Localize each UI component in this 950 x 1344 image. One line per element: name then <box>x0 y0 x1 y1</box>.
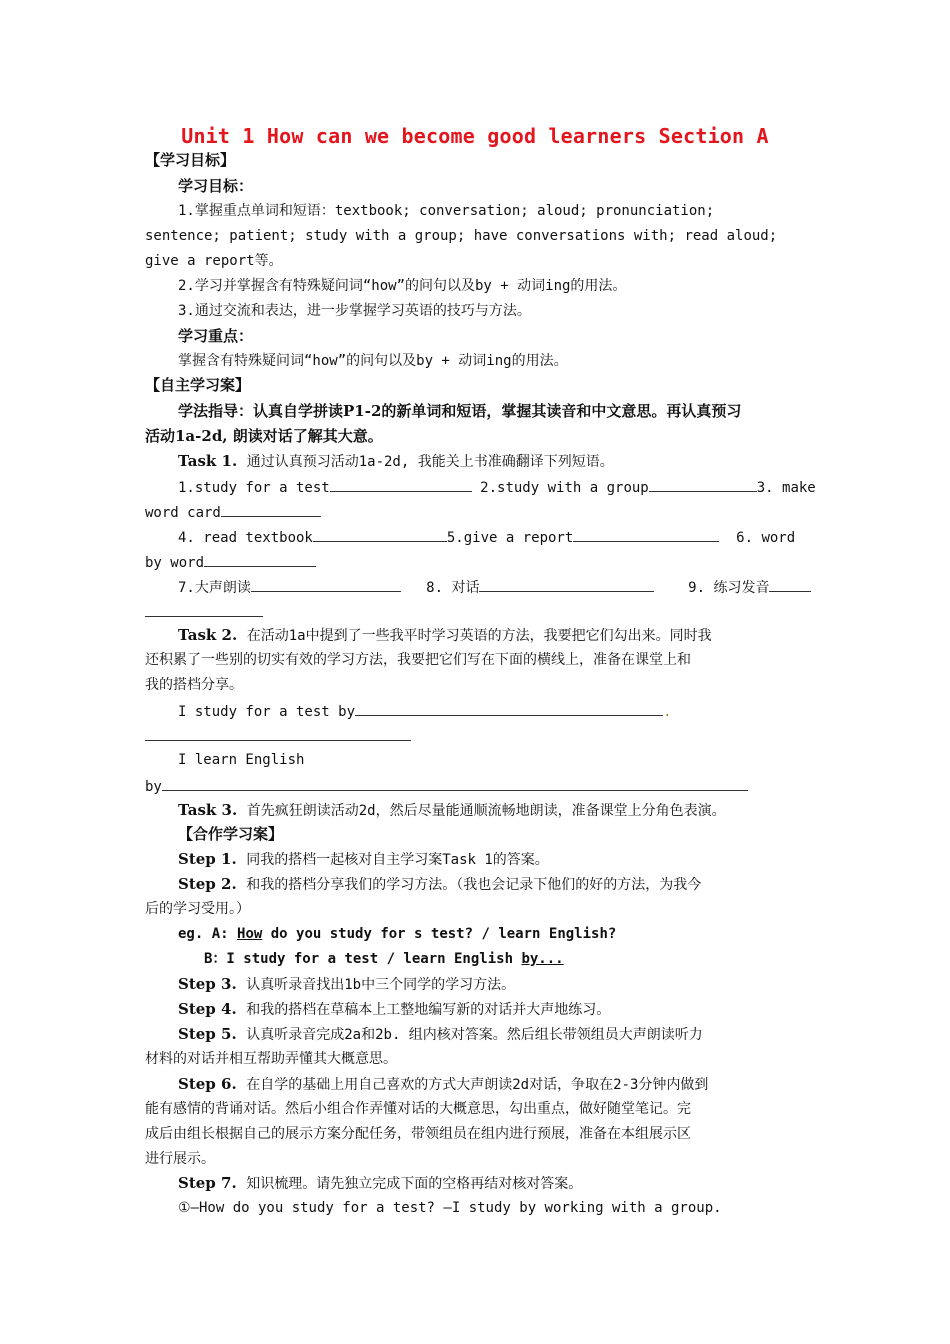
phrase-4-blank[interactable] <box>313 526 447 542</box>
phrase-7-blank[interactable] <box>251 576 401 592</box>
example-a-rest: do you study for s test? / learn English? <box>270 926 617 942</box>
task-3-text: 首先疯狂朗读活动2d，然后尽量能通顺流畅地朗读，准备课堂上分角色表演。 <box>246 803 726 819</box>
phrase-3-blank[interactable] <box>221 501 321 517</box>
phrase-row-2b <box>145 551 316 573</box>
goal-1-line-1: 1.掌握重点单词和短语：textbook; conversation; aloud; pronunciation; <box>178 203 715 219</box>
section-header-goals: 【学习目标】 <box>145 151 236 169</box>
step-6-text-line-1: 在自学的基础上用自己喜欢的方式大声朗读2d对话，争取在2-3分钟内做到 <box>246 1077 709 1093</box>
example-b-prefix: B：I study for a test / learn English <box>204 951 514 967</box>
phrase-8: 8. 对话 <box>426 580 480 596</box>
phrase-4: 4. read textbook <box>178 530 313 546</box>
step-2-text-line-2: 后的学习受用。） <box>145 901 250 917</box>
step-3-label: Step 3. <box>178 975 237 993</box>
phrase-2: 2.study with a group <box>480 480 649 496</box>
example-a-prefix: eg. A: <box>178 926 229 942</box>
phrase-6-blank[interactable] <box>204 551 316 567</box>
key-points-text: 掌握含有特殊疑问词“how”的问句以及by + 动词ing的用法。 <box>178 353 568 369</box>
step-6-label: Step 6. <box>178 1075 237 1093</box>
step-6-text-line-2: 能有感情的背诵对话。然后小组合作弄懂对话的大概意思，勾出重点，做好随堂笔记。完 <box>145 1101 691 1117</box>
step-2-text-line-1: 和我的搭档分享我们的学习方法。（我也会记录下他们的好的方法，为我今 <box>246 877 702 893</box>
study-guide-line-1: 学法指导：认真自学拼读P1-2的新单词和短语，掌握其读音和中文意思。再认真预习 <box>178 402 742 420</box>
step-5-text-line-1: 认真听录音完成2a和2b. 组内核对答案。然后组长带领组员大声朗读听力 <box>246 1027 703 1043</box>
phrase-3: 3. make <box>756 480 816 496</box>
step-1 <box>178 849 549 870</box>
step-4-label: Step 4. <box>178 1000 237 1018</box>
phrase-row-3b <box>145 601 263 622</box>
goals-label: 学习目标： <box>178 177 254 195</box>
task-1-text: 通过认真预习活动1a-2d, 我能关上书准确翻译下列短语。 <box>246 454 614 470</box>
step-2-label: Step 2. <box>178 875 237 893</box>
step-1-text: 同我的搭档一起核对自主学习案Task 1的答案。 <box>246 852 549 868</box>
sentence-1-end: . <box>663 704 672 720</box>
sentence-1-text: I study for a test by <box>178 704 356 720</box>
step-6-text-line-4: 进行展示。 <box>145 1151 215 1167</box>
step-5-text-line-2: 材料的对话并相互帮助弄懂其大概意思。 <box>145 1051 397 1067</box>
step-1-label: Step 1. <box>178 850 237 868</box>
sentence-2-line2 <box>145 775 748 797</box>
sentence-2-blank[interactable] <box>162 775 748 791</box>
phrase-row-2 <box>178 526 795 548</box>
task-2-text-line-1: 在活动1a中提到了一些我平时学习英语的方法，我要把它们勾出来。同时我 <box>246 628 712 644</box>
step-5 <box>178 1024 703 1045</box>
phrase-row-1 <box>178 476 816 498</box>
phrase-9: 9. 练习发音 <box>688 580 770 596</box>
goal-1-line-2: sentence; patient; study with a group; have conversations with; read aloud; <box>145 228 778 244</box>
task-3 <box>178 800 726 821</box>
phrase-1-blank[interactable] <box>330 476 472 492</box>
step-5-label: Step 5. <box>178 1025 237 1043</box>
sentence-2: I learn English <box>178 752 305 768</box>
sentence-1-blank[interactable] <box>355 700 663 716</box>
example-b-by: by... <box>521 951 564 967</box>
step-3 <box>178 974 515 995</box>
phrase-2-blank[interactable] <box>649 476 757 492</box>
step-4 <box>178 999 610 1020</box>
task-3-label: Task 3. <box>178 801 238 819</box>
sentence-1 <box>178 700 671 722</box>
phrase-5: 5.give a report <box>446 530 574 546</box>
phrase-6: 6. word <box>736 530 796 546</box>
sentence-1-line2 <box>145 725 411 746</box>
phrase-1: 1.study for a test <box>178 480 330 496</box>
study-guide-line-2: 活动1a-2d, 朗读对话了解其大意。 <box>145 427 383 445</box>
phrase-9-blank[interactable] <box>769 576 811 592</box>
phrase-row-3 <box>178 576 811 598</box>
task-1-label: Task 1. <box>178 452 238 470</box>
step-6 <box>178 1074 708 1095</box>
step-3-text: 认真听录音找出1b中三个同学的学习方法。 <box>246 977 516 993</box>
phrase-row-1b <box>145 501 321 523</box>
example-b <box>204 949 564 969</box>
phrase-5-blank[interactable] <box>573 526 719 542</box>
phrase-7: 7.大声朗读 <box>178 580 251 596</box>
task-2-label: Task 2. <box>178 626 238 644</box>
task-2 <box>178 625 712 646</box>
example-a <box>178 924 616 944</box>
phrase-9-blank-cont[interactable] <box>145 601 263 617</box>
task-2-text-line-2: 还积累了一些别的切实有效的学习方法，我要把它们写在下面的横线上，准备在课堂上和 <box>145 652 691 668</box>
sentence-2-by: by <box>145 779 162 795</box>
goal-3: 3.通过交流和表达，进一步掌握学习英语的技巧与方法。 <box>178 303 531 319</box>
step-4-text: 和我的搭档在草稿本上工整地编写新的对话并大声地练习。 <box>246 1002 611 1018</box>
phrase-6-cont: by word <box>145 555 205 571</box>
phrase-8-blank[interactable] <box>479 576 654 592</box>
step-7-label: Step 7. <box>178 1174 237 1192</box>
goal-2: 2.学习并掌握含有特殊疑问词“how”的问句以及by + 动词ing的用法。 <box>178 278 627 294</box>
step-7-text: 知识梳理。请先独立完成下面的空格再结对核对答案。 <box>246 1176 583 1192</box>
sentence-1-blank-2[interactable] <box>145 725 411 741</box>
step-2 <box>178 874 701 895</box>
phrase-3-cont: word card <box>145 505 221 521</box>
section-header-self-study: 【自主学习案】 <box>145 376 251 394</box>
task-1 <box>178 451 614 472</box>
goal-1-line-3: give a report等。 <box>145 253 283 269</box>
step-7 <box>178 1173 582 1194</box>
page-title: Unit 1 How can we become good learners Section A <box>181 124 769 148</box>
task-2-text-line-3: 我的搭档分享。 <box>145 677 243 693</box>
step-6-text-line-3: 成后由组长根据自己的展示方案分配任务，带领组员在组内进行预展，准备在本组展示区 <box>145 1126 691 1142</box>
key-points-label: 学习重点： <box>178 327 254 345</box>
example-a-how: How <box>237 926 263 942</box>
section-header-cooperative: 【合作学习案】 <box>178 825 284 843</box>
question-1: ①—How do you study for a test? —I study by working with a group. <box>178 1200 722 1216</box>
